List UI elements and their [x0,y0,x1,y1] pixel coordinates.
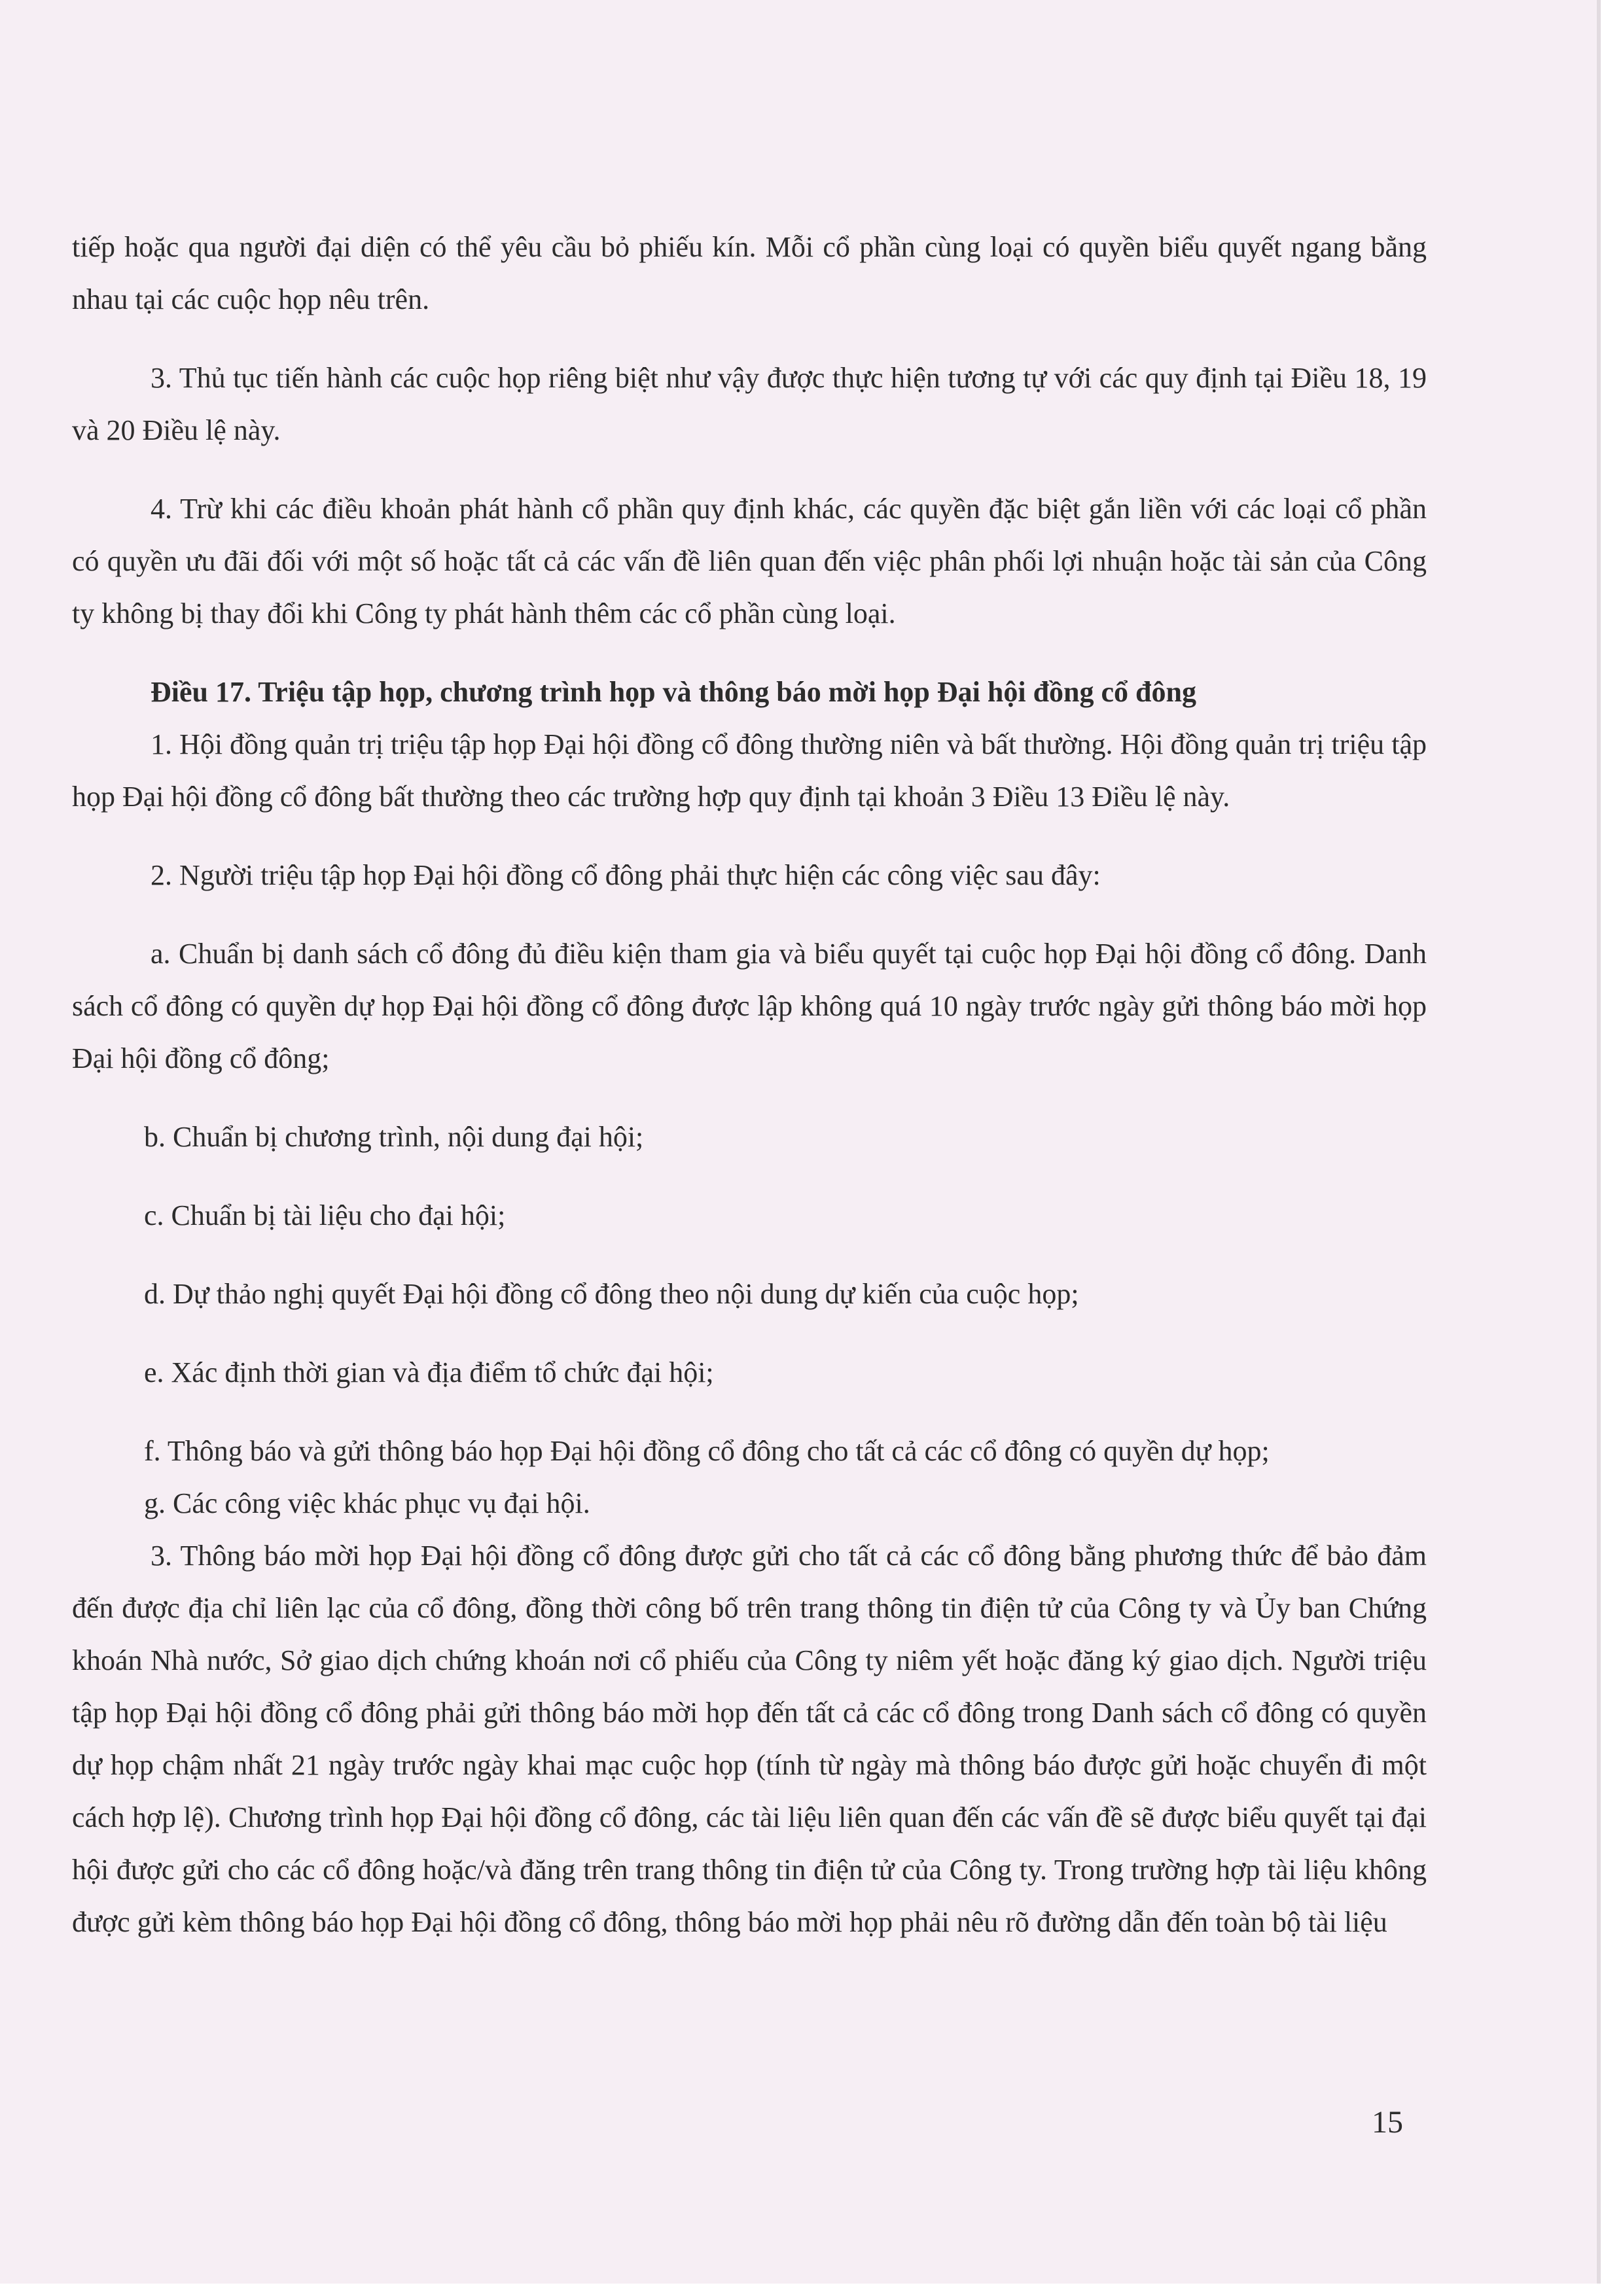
page-number: 15 [1372,2105,1403,2140]
paragraph-17-2g: g. Các công việc khác phục vụ đại hội. [144,1487,590,1519]
paragraph-17-2: 2. Người triệu tập họp Đại hội đồng cổ đông phải thực hiện các công việc sau đây: [151,859,1101,891]
paragraph-17-2a: a. Chuẩn bị danh sách cổ đông đủ điều kiện tham gia và biểu quyết tại cuộc họp Đại hội đồng cổ đông. Danh sách cổ đông có quyền dự họp Đại hội đồng cổ đông được lập không quá 10 ngày trước ngày gửi thông báo mời họp Đại hội đồng cổ đông; [72,938,1427,1074]
paragraph-17-1: 1. Hội đồng quản trị triệu tập họp Đại hội đồng cổ đông thường niên và bất thường. Hội đồng quản trị triệu tập họp Đại hội đồng cổ đông bất thường theo các trường hợp quy định tại khoản 3 Điều 13 Điều lệ này. [72,728,1427,813]
document-body [72,221,1427,1949]
paragraph-continued: tiếp hoặc qua người đại diện có thể yêu cầu bỏ phiếu kín. Mỗi cổ phần cùng loại có quyền biểu quyết ngang bằng nhau tại các cuộc họp nêu trên. [72,231,1427,315]
paragraph-17-2c: c. Chuẩn bị tài liệu cho đại hội; [144,1199,506,1231]
paragraph-17-3: 3. Thông báo mời họp Đại hội đồng cổ đông được gửi cho tất cả các cổ đông bằng phương thức để bảo đảm đến được địa chỉ liên lạc của cổ đông, đồng thời công bố trên trang thông tin điện tử của Công ty và Ủy ban Chứng khoán Nhà nước, Sở giao dịch chứng khoán nơi cổ phiếu của Công ty niêm yết hoặc đăng ký giao dịch. Người triệu tập họp Đại hội đồng cổ đông phải gửi thông báo mời họp đến tất cả các cổ đông trong Danh sách cổ đông có quyền dự họp chậm nhất 21 ngày trước ngày khai mạc cuộc họp (tính từ ngày mà thông báo được gửi hoặc chuyển đi một cách hợp lệ). Chương trình họp Đại hội đồng cổ đông, các tài liệu liên quan đến các vấn đề sẽ được biểu quyết tại đại hội được gửi cho các cổ đông hoặc/và đăng trên trang thông tin điện tử của Công ty. Trong trường hợp tài liệu không được gửi kèm thông báo họp Đại hội đồng cổ đông, thông báo mời họp phải nêu rõ đường dẫn đến toàn bộ tài liệu [72,1540,1427,1938]
paragraph-clause-4: 4. Trừ khi các điều khoản phát hành cổ phần quy định khác, các quyền đặc biệt gắn liền với các loại cổ phần có quyền ưu đãi đối với một số hoặc tất cả các vấn đề liên quan đến việc phân phối lợi nhuận hoặc tài sản của Công ty không bị thay đổi khi Công ty phát hành thêm các cổ phần cùng loại. [72,493,1427,629]
paragraph-17-2d: d. Dự thảo nghị quyết Đại hội đồng cổ đông theo nội dung dự kiến của cuộc họp; [144,1278,1079,1310]
paragraph-17-2f: f. Thông báo và gửi thông báo họp Đại hội đồng cổ đông cho tất cả các cổ đông có quyền dự họp; [144,1435,1270,1467]
paragraph-17-2b: b. Chuẩn bị chương trình, nội dung đại hội; [144,1121,644,1153]
paragraph-clause-3: 3. Thủ tục tiến hành các cuộc họp riêng biệt như vậy được thực hiện tương tự với các quy định tại Điều 18, 19 và 20 Điều lệ này. [72,362,1427,446]
article-17-heading: Điều 17. Triệu tập họp, chương trình họp và thông báo mời họp Đại hội đồng cổ đông [151,676,1196,708]
paragraph-17-2e: e. Xác định thời gian và địa điểm tổ chức đại hội; [144,1356,714,1388]
